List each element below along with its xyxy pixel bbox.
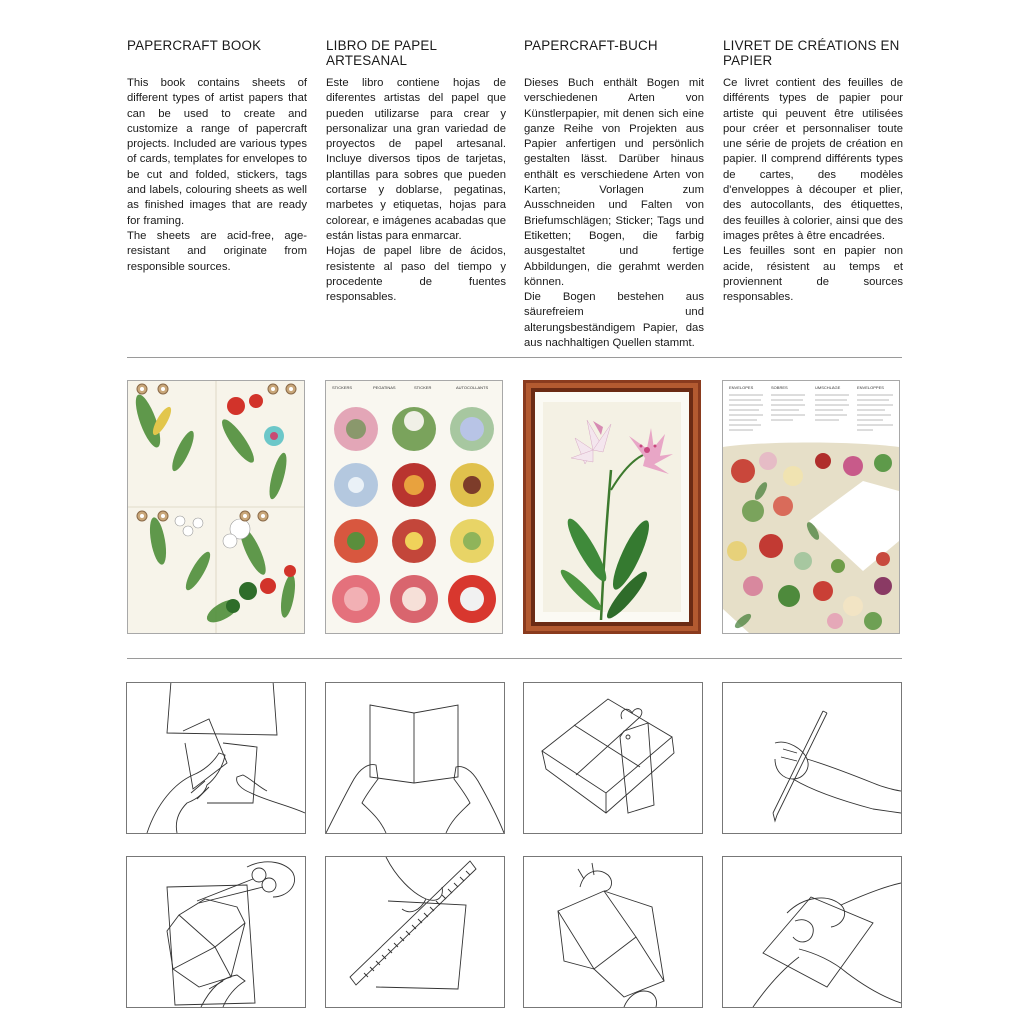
column-paragraph: Dieses Buch enthält Bogen mit verschiedenen Arten von Künstlerpapier, mit denen sich eine ganze Reihe von Projekten aus Papier anfertigen und persönlich gestalten lässt. Darüber hinaus enthält es verschiedene Arten von Karten; Vorlagen zum Ausschneiden und Falten von Briefumschlägen; Sticker; Tags und Etiketten; Bogen, die farbig ausgestaltet und fertige Abbildungen, die gerahmt werden können. bbox=[524, 77, 704, 288]
column-paragraph: Ce livret contient des feuilles de différents types de papier pour artiste qui peuvent être utilisées pour créer et personnaliser toute une série de projets de création en papier. Il comprend différents types de cartes, des modèles d'enveloppes à découper et plier, des autocollants, des étiquettes, des feuilles à colorier, ainsi que des images prêtes à être encadrées. bbox=[723, 77, 903, 242]
botanical-tags-sheet bbox=[127, 380, 305, 634]
flower-stickers-sheet bbox=[325, 380, 503, 634]
column-german bbox=[524, 38, 704, 351]
column-title: LIVRET DE CRÉATIONS EN PAPIER bbox=[723, 38, 900, 68]
pressing-sticker-illustration bbox=[722, 856, 902, 1008]
column-spanish bbox=[326, 38, 506, 305]
column-title: PAPERCRAFT-BUCH bbox=[524, 38, 658, 53]
measuring-with-ruler-illustration bbox=[325, 856, 505, 1008]
column-paragraph: Este libro contiene hojas de diferentes artistas del papel que pueden utilizarse para crear y personalizar una gran variedad de proyectos de papel artesanal. Incluye diversos tipos de tarjetas, plantillas para sobres que pueden cortarse y doblarse, pegatinas, marbetes y etiquetas, hojas para colorear, e imágenes acabadas que están listas para enmarcar. bbox=[326, 77, 506, 242]
framed-lily-print bbox=[523, 380, 701, 634]
column-paragraph: Hojas de papel libre de ácidos, resistente al paso del tiempo y procedente de fuentes responsables. bbox=[326, 245, 506, 304]
wrapped-gift-with-tag-illustration bbox=[523, 682, 703, 834]
envelope-header: UMSCHLÄGE bbox=[815, 385, 841, 390]
column-title: PAPERCRAFT BOOK bbox=[127, 38, 262, 53]
floral-envelope-template bbox=[722, 380, 900, 634]
sticker-header: STICKERS bbox=[332, 385, 353, 390]
cutting-envelope-with-scissors-illustration bbox=[126, 856, 306, 1008]
sticker-header: AUTOCOLLANTS bbox=[456, 385, 489, 390]
folding-sheet-illustration bbox=[126, 682, 306, 834]
divider bbox=[127, 658, 902, 659]
envelope-header: SOBRES bbox=[771, 385, 788, 390]
divider bbox=[127, 357, 902, 358]
sticker-header: STICKER bbox=[414, 385, 432, 390]
column-paragraph: The sheets are acid-free, age-resistant and originate from responsible sources. bbox=[127, 229, 307, 273]
column-title: LIBRO DE PAPEL ARTESANAL bbox=[326, 38, 437, 68]
opening-card-illustration bbox=[325, 682, 505, 834]
envelope-header: ENVELOPPES bbox=[857, 385, 884, 390]
column-english bbox=[127, 38, 307, 275]
column-french bbox=[723, 38, 903, 305]
column-paragraph: Die Bogen bestehen aus säurefreiem und alterungsbeständigem Papier, das aus nachhaltigen Quellen stammt. bbox=[524, 291, 704, 350]
sticker-header: PEGATINAS bbox=[373, 385, 396, 390]
folding-paper-box-illustration bbox=[523, 856, 703, 1008]
drawing-with-pencil-illustration bbox=[722, 682, 902, 834]
column-paragraph: This book contains sheets of different types of artist papers that can be used to create and customize a range of papercraft projects. Included are various types of cards, templates for envelopes to be cut and folded, stickers, tags and labels, colouring sheets as well as finished images that are ready for framing. bbox=[127, 77, 307, 227]
envelope-header: ENVELOPES bbox=[729, 385, 754, 390]
column-paragraph: Les feuilles sont en papier non acide, résistent au temps et proviennent de sources responsables. bbox=[723, 245, 903, 304]
